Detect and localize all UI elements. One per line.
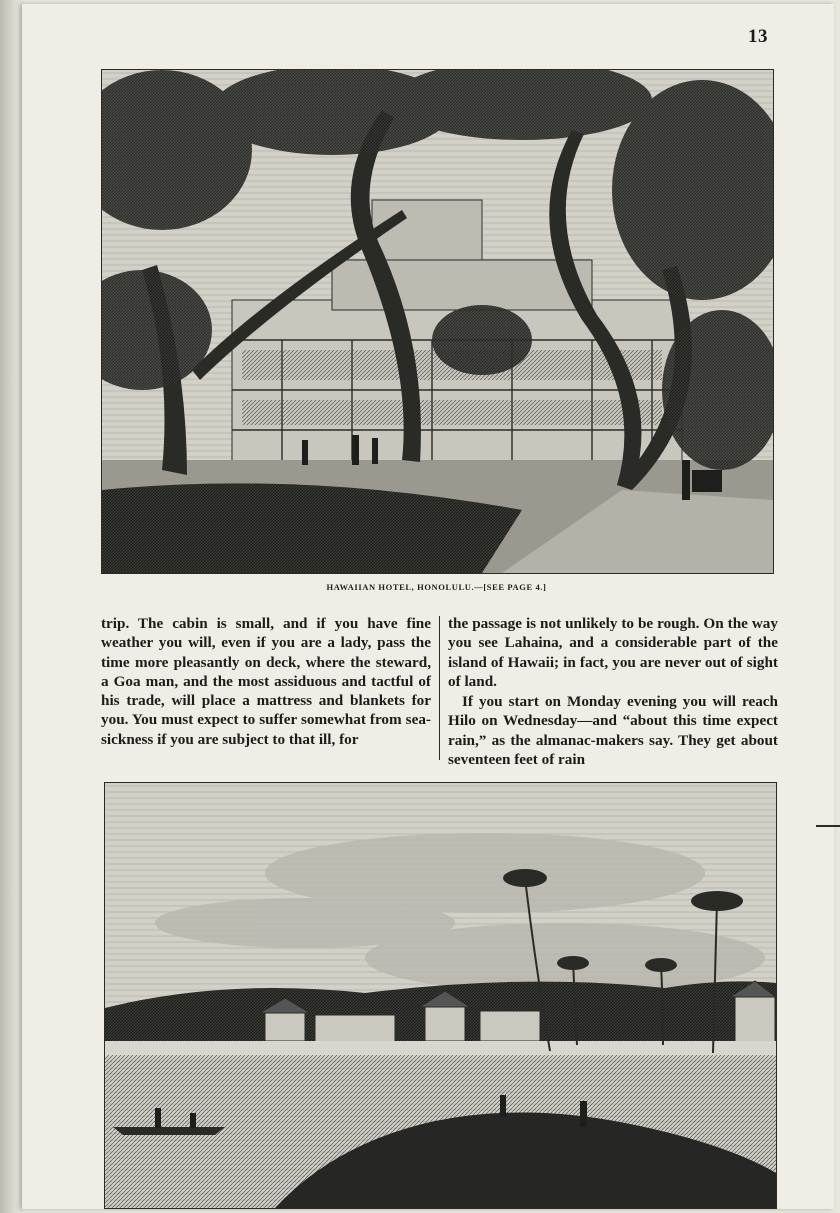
page-number: 13 bbox=[748, 26, 768, 47]
hilo-harbor-engraving bbox=[104, 782, 777, 1209]
engraving-hilo-harbor-illustration bbox=[105, 783, 776, 1208]
right-text-column bbox=[448, 614, 778, 769]
right-column-paragraph-1: the passage is not unlikely to be rough. On the way you see Lahaina, and a considerable part of the island of Hawaii; in fact, you are never out of sight of land. bbox=[448, 615, 778, 690]
hawaiian-hotel-engraving bbox=[101, 69, 774, 574]
book-gutter bbox=[0, 0, 24, 1213]
right-column-paragraph-2: If you start on Monday evening you will reach Hilo on Wednesday—and “about this time expect rain,” as the almanac-makers say. They get about seventeen feet of rain bbox=[448, 693, 778, 769]
engraving-hawaiian-hotel-illustration bbox=[102, 70, 773, 573]
left-text-column bbox=[101, 614, 431, 749]
illustration-caption: HAWAIIAN HOTEL, HONOLULU.—[SEE PAGE 4.] bbox=[326, 582, 547, 592]
column-divider bbox=[439, 616, 440, 760]
left-column-paragraph: trip. The cabin is small, and if you have fine weather you will, even if you are a lady, pass the time more pleasantly on deck, where the steward, a Goa man, and the most assiduous and tactful of his trade, will place a mattress and blankets for you. You must expect to suffer somewhat from sea-sickness if you are subject to that ill, for bbox=[101, 615, 431, 748]
page-edge-mark bbox=[816, 825, 840, 827]
